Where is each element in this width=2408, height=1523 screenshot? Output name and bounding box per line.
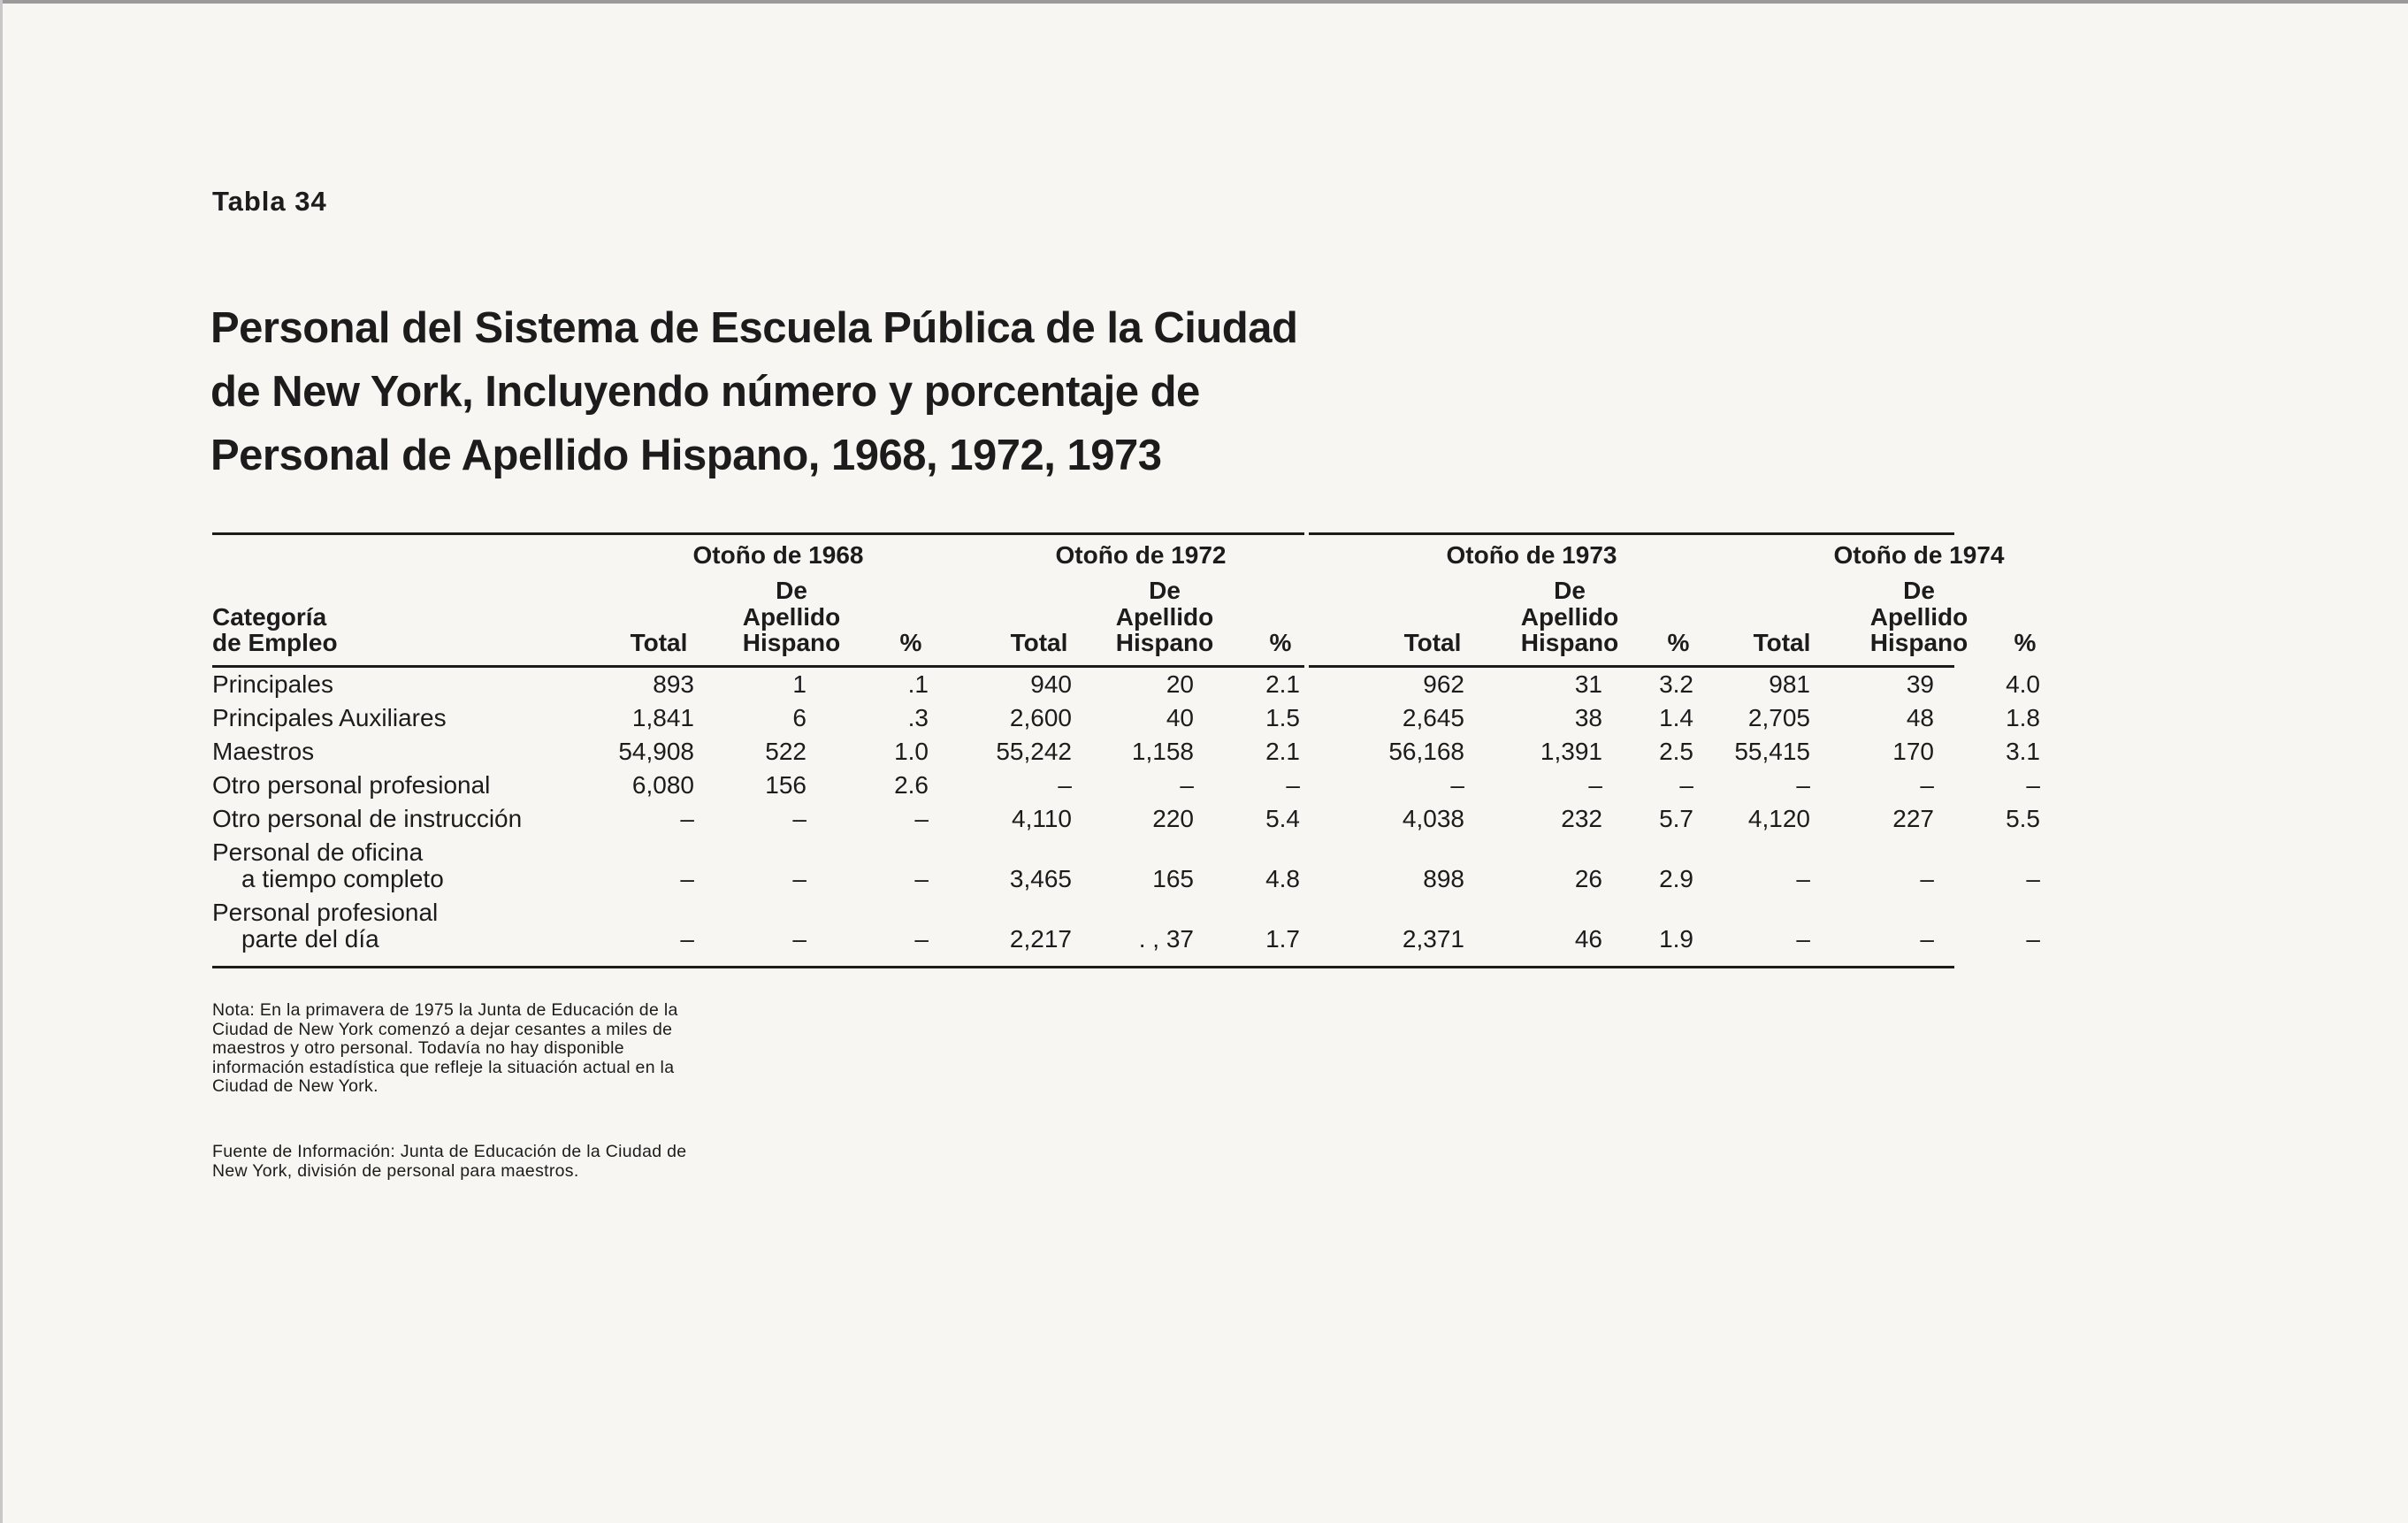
header-pct: % <box>1269 629 1292 656</box>
table-cell: – <box>2026 925 2040 953</box>
header-pct: % <box>2014 629 2037 656</box>
table-cell: – <box>792 805 806 832</box>
table-cell: 2.5 <box>1659 738 1693 765</box>
header-pct: % <box>1667 629 1690 656</box>
table-cell: 20 <box>1166 670 1194 698</box>
table-cell: 3.1 <box>2006 738 2040 765</box>
table-cell: 2,645 <box>1402 704 1464 731</box>
table-cell: 5.5 <box>2006 805 2040 832</box>
row-category: Principales Auxiliares <box>212 704 447 731</box>
title-line: Personal de Apellido Hispano, 1968, 1972, 1973 <box>210 432 1162 479</box>
table-cell: 940 <box>1030 670 1072 698</box>
table-cell: – <box>1588 771 1602 799</box>
table-cell: 6,080 <box>631 771 694 799</box>
period-1972: Otoño de 1972 <box>1055 541 1227 569</box>
table-cell: 170 <box>1892 738 1934 765</box>
table-cell: 46 <box>1574 925 1602 953</box>
table-cell: 1,391 <box>1540 738 1602 765</box>
table-cell: 1.4 <box>1659 704 1693 731</box>
table-cell: – <box>1058 771 1072 799</box>
table-cell: 962 <box>1423 670 1464 698</box>
table-cell: 55,242 <box>996 738 1072 765</box>
header-hispano: Hispano <box>742 629 841 656</box>
table-cell: – <box>1796 771 1810 799</box>
table-cell: 227 <box>1892 805 1934 832</box>
table-cell: – <box>680 925 694 953</box>
table-cell: . , 37 <box>1138 925 1194 953</box>
table-cell: 1,158 <box>1131 738 1194 765</box>
header-hispano: Hispano <box>1115 629 1214 656</box>
row-category: Personal de oficina <box>212 838 424 866</box>
table-cell: 1.7 <box>1265 925 1300 953</box>
table-cell: – <box>680 805 694 832</box>
table-cell: 38 <box>1574 704 1602 731</box>
table-cell: – <box>1796 925 1810 953</box>
table-cell: 31 <box>1574 670 1602 698</box>
table-cell: 2.1 <box>1265 670 1300 698</box>
period-1974: Otoño de 1974 <box>1833 541 2005 569</box>
header-hispano: Hispano <box>1869 629 1968 656</box>
table-cell: 893 <box>653 670 694 698</box>
table-cell: – <box>1286 771 1300 799</box>
header-de: De <box>1554 577 1586 604</box>
table-cell: 232 <box>1561 805 1602 832</box>
table-cell: .1 <box>907 670 929 698</box>
title-line: Personal del Sistema de Escuela Pública de la Ciudad <box>210 304 1298 352</box>
table-cell: 1.8 <box>2006 704 2040 731</box>
header-category: Categoría <box>212 603 327 631</box>
table-cell: 156 <box>765 771 806 799</box>
title-line: de New York, Incluyendo número y porcentaje de <box>210 368 1200 416</box>
table-cell: 4.8 <box>1265 865 1300 892</box>
table-cell: 220 <box>1152 805 1194 832</box>
table-cell: 4,120 <box>1747 805 1810 832</box>
table-cell: – <box>1920 771 1934 799</box>
row-category: Otro personal de instrucción <box>212 805 523 832</box>
table-cell: – <box>680 865 694 892</box>
header-pct: % <box>899 629 922 656</box>
header-category: de Empleo <box>212 629 338 656</box>
table-cell: 1.0 <box>894 738 929 765</box>
table-cell: – <box>914 925 929 953</box>
row-category: Otro personal profesional <box>212 771 491 799</box>
table-cell: 56,168 <box>1388 738 1464 765</box>
table-cell: – <box>1796 865 1810 892</box>
table-cell: – <box>1920 925 1934 953</box>
row-category-cont: parte del día <box>241 925 379 953</box>
header-apellido: Apellido <box>1115 603 1214 631</box>
table-cell: 1 <box>792 670 806 698</box>
table-cell: 26 <box>1574 865 1602 892</box>
table-cell: 981 <box>1769 670 1810 698</box>
table-cell: 2.1 <box>1265 738 1300 765</box>
table-cell: 2,600 <box>1009 704 1072 731</box>
table-cell: 2,217 <box>1009 925 1072 953</box>
table-cell: 4,110 <box>1012 805 1072 832</box>
table-cell: – <box>914 865 929 892</box>
table-cell: 4,038 <box>1402 805 1464 832</box>
table-cell: – <box>2026 865 2040 892</box>
table-cell: 2.6 <box>894 771 929 799</box>
header-apellido: Apellido <box>1869 603 1968 631</box>
table-cell: – <box>792 865 806 892</box>
header-total: Total <box>1010 629 1068 656</box>
table-cell: 898 <box>1423 865 1464 892</box>
table-cell: 3.2 <box>1659 670 1693 698</box>
table-cell: – <box>1679 771 1693 799</box>
table-cell: 4.0 <box>2006 670 2040 698</box>
header-total: Total <box>630 629 688 656</box>
row-category: Principales <box>212 670 333 698</box>
table-cell: 5.4 <box>1265 805 1300 832</box>
table-cell: – <box>914 805 929 832</box>
table-cell: 5.7 <box>1659 805 1693 832</box>
table-cell: 1.5 <box>1265 704 1300 731</box>
table-cell: – <box>1920 865 1934 892</box>
table-cell: 2,705 <box>1747 704 1810 731</box>
table-source: Fuente de Información: Junta de Educación de la Ciudad de New York, división de personal para maestros. <box>212 1142 687 1181</box>
table-cell: 55,415 <box>1734 738 1810 765</box>
table-cell: – <box>2026 771 2040 799</box>
table-note: Nota: En la primavera de 1975 la Junta de Educación de la Ciudad de New York comenzó a dejar cesantes a miles de maestros y otro personal. Todavía no hay disponible información estadística que refleje la situación actual en la Ciudad de New York. <box>212 1000 678 1096</box>
row-category: Maestros <box>212 738 315 765</box>
table-cell: 48 <box>1906 704 1934 731</box>
header-de: De <box>1149 577 1181 604</box>
table-cell: 39 <box>1906 670 1934 698</box>
header-de: De <box>776 577 807 604</box>
table-cell: 1.9 <box>1659 925 1693 953</box>
header-total: Total <box>1753 629 1811 656</box>
header-apellido: Apellido <box>1520 603 1619 631</box>
table-cell: – <box>1450 771 1464 799</box>
table-cell: 3,465 <box>1009 865 1072 892</box>
period-1968: Otoño de 1968 <box>692 541 864 569</box>
table-cell: – <box>1180 771 1194 799</box>
table-cell: 522 <box>765 738 806 765</box>
table-cell: .3 <box>907 704 929 731</box>
table-cell: 40 <box>1166 704 1194 731</box>
table-label: Tabla 34 <box>212 186 327 217</box>
table-cell: 6 <box>792 704 806 731</box>
table-cell: 2,371 <box>1402 925 1464 953</box>
table-cell: 1,841 <box>631 704 694 731</box>
header-hispano: Hispano <box>1520 629 1619 656</box>
header-apellido: Apellido <box>742 603 841 631</box>
table-cell: 165 <box>1152 865 1194 892</box>
period-1973: Otoño de 1973 <box>1446 541 1617 569</box>
header-total: Total <box>1403 629 1462 656</box>
row-category-cont: a tiempo completo <box>241 865 444 892</box>
table-cell: 2.9 <box>1659 865 1693 892</box>
header-de: De <box>1903 577 1935 604</box>
table-cell: 54,908 <box>618 738 694 765</box>
row-category: Personal profesional <box>212 899 439 926</box>
table-cell: – <box>792 925 806 953</box>
